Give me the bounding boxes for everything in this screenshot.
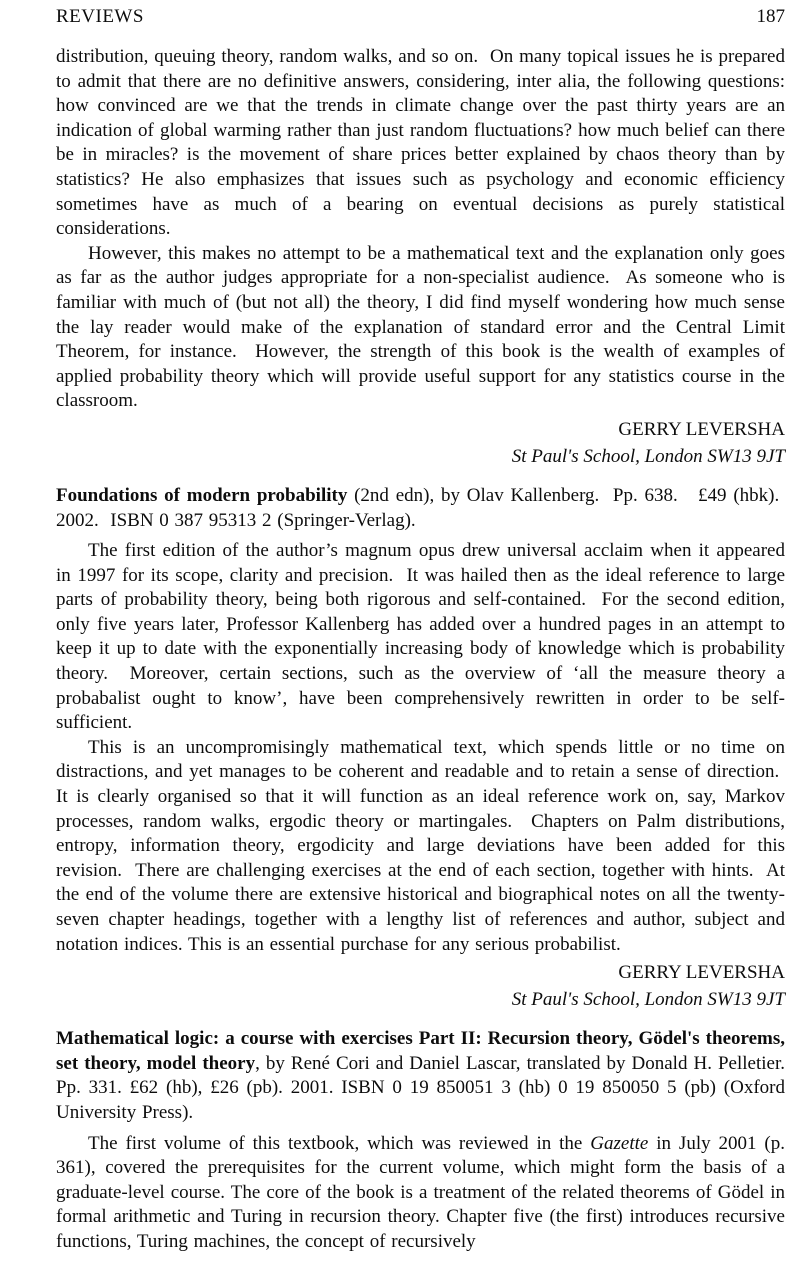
page-header bbox=[56, 5, 785, 29]
book-title-kallenberg: Foundations of modern probability bbox=[56, 484, 348, 506]
review2-signature-block bbox=[56, 959, 785, 1013]
book-heading-kallenberg bbox=[56, 484, 785, 533]
book-details-cori-lascar: , by René Cori and Daniel Lascar, translated by Donald H. Pelletier. Pp. 331. £62 (hb), £26 (pb). 2001. ISBN 0 19 850051 3 (hb) 0 19 850050 5 (pb) (Oxford University Press). bbox=[56, 1052, 785, 1123]
reviewer-affiliation: St Paul's School, London SW13 9JT bbox=[511, 445, 785, 467]
review1-signature-block bbox=[56, 416, 785, 470]
gazette-journal-name: Gazette bbox=[590, 1132, 649, 1154]
review2-paragraph-2: This is an uncompromisingly mathematical text, which spends little or no time on distractions, and yet manages to be coherent and readable and to retain a sense of direction. It is clearly organised so that it will function as an ideal reference work on, say, Markov processes, random walks, ergodic theory or martingales. Chapters on Palm distributions, entropy, information theory, ergodicity and large deviations have been added for this revision. There are challenging exercises at the end of each section, together with hints. At the end of the volume there are extensive historical and biographical notes on all the twenty-seven chapter headings, together with a lengthy list of references and author, subject and notation indices. This is an essential purchase for any serious probabilist. bbox=[56, 736, 785, 955]
review1-paragraph-continuation: distribution, queuing theory, random walks, and so on. On many topical issues he is prepared to admit that there are no definitive answers, considering, inter alia, the following questions: how convinced are we that the trends in climate change over the past thirty years are an indication of global warming rather than just random fluctuations? how much belief can there be in miracles? is the movement of share prices better explained by chaos theory than by statistics? He also emphasizes that issues such as psychology and economic efficiency sometimes have as much of a bearing on eventual decisions as purely statistical considerations. bbox=[56, 46, 785, 240]
book-details-kallenberg: (2nd edn), by Olav Kallenberg. Pp. 638. £49 (hbk). 2002. ISBN 0 387 95313 2 (Springer-Verlag). bbox=[56, 484, 785, 531]
running-head: REVIEWS bbox=[56, 6, 144, 27]
review1-paragraph-2: However, this makes no attempt to be a mathematical text and the explanation only goes as far as the author judges appropriate for a non-specialist audience. As someone who is familiar with much of (but not all) the theory, I did find myself wondering how much sense the lay reader would make of the explanation of standard error and the Central Limit Theorem, for instance. However, the strength of this book is the wealth of examples of applied probability theory which will provide useful support for any statistics course in the classroom. bbox=[56, 242, 785, 412]
reviewer-name: GERRY LEVERSHA bbox=[618, 962, 785, 984]
page-number: 187 bbox=[756, 6, 785, 27]
review3-paragraph-1-text: The first volume of this textbook, which was reviewed in the bbox=[88, 1132, 591, 1154]
book-heading-cori-lascar bbox=[56, 1027, 785, 1125]
reviewer-affiliation: St Paul's School, London SW13 9JT bbox=[511, 989, 785, 1011]
review3-paragraph-1-text-rest: in July 2001 (p. 361), covered the prerequisites for the current volume, which might form the basis of a graduate-level course. The core of the book is a treatment of the related theorems of Gödel in formal arithmetic and Turing in recursion theory. Chapter five (the first) introduces recursive functions, Turing machines, the concept of recursively bbox=[56, 1132, 785, 1252]
reviewer-name: GERRY LEVERSHA bbox=[618, 418, 785, 440]
review2-paragraph-1: The first edition of the author’s magnum opus drew universal acclaim when it appeared in 1997 for its scope, clarity and precision. It was hailed then as the ideal reference to large parts of probability theory, being both rigorous and self-contained. For the second edition, only five years later, Professor Kallenberg has added over a hundred pages in an attempt to keep it up to date with the exponentially increasing body of knowledge which is probability theory. Moreover, certain sections, such as the overview of ‘all the measure theory a probabalist ought to know’, have been comprehensively rewritten in order to be self-sufficient. bbox=[56, 540, 785, 734]
book-title-cori-lascar: Mathematical logic: a course with exercises Part II: Recursion theory, Gödel's theorems, set theory, model theory bbox=[56, 1028, 785, 1074]
review3-paragraph-1 bbox=[56, 1132, 785, 1255]
